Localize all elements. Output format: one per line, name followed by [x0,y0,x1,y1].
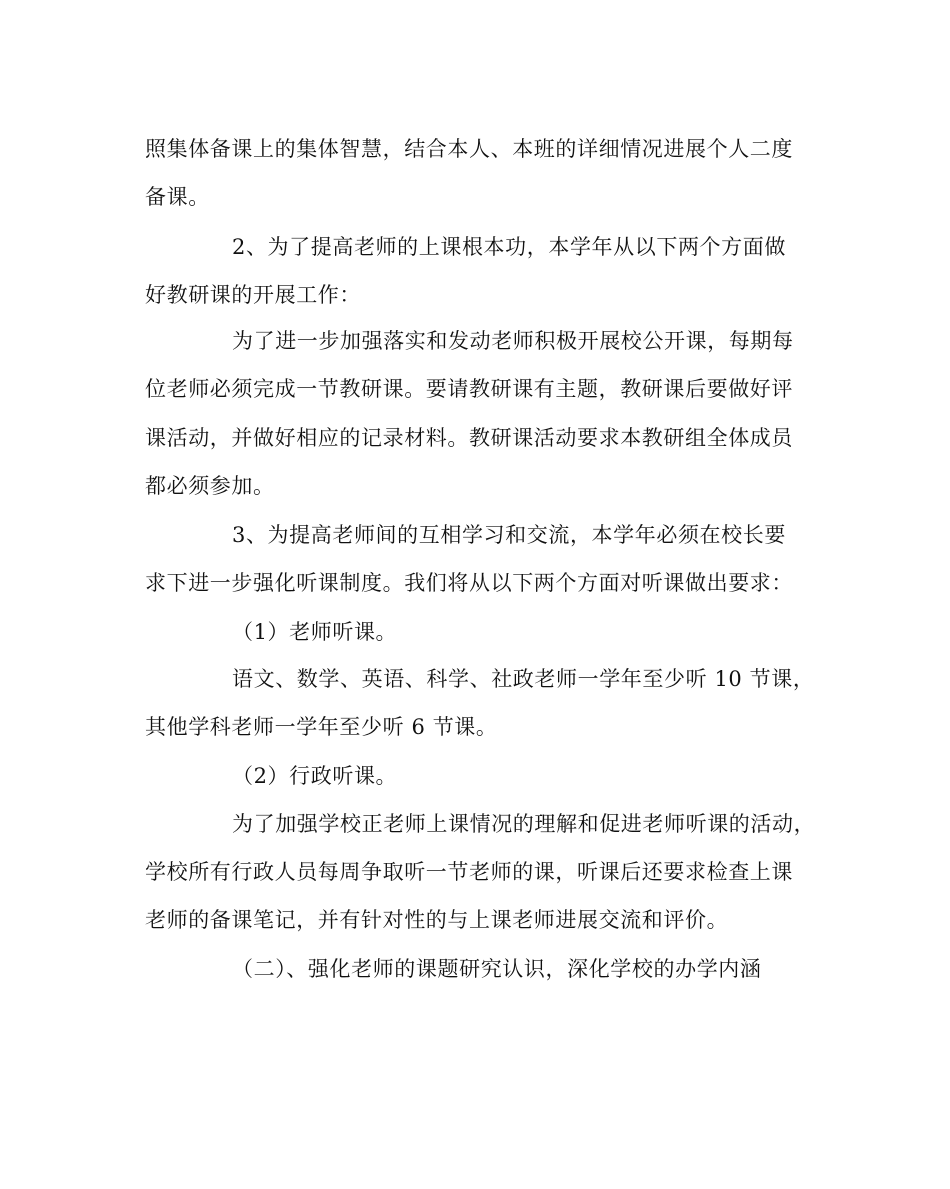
paragraph-line: 其他学科老师一学年至少听 6 节课。 [145,715,498,739]
paragraph-line: （2）行政听课。 [232,764,398,788]
paragraph-line: 照集体备课上的集体智慧，结合本人、本班的详细情况进展个人二度 [145,137,793,161]
paragraph-line: 课活动，并做好相应的记录材料。教研课活动要求本教研组全体成员 [145,426,793,450]
paragraph-line: 都必须参加。 [145,474,275,498]
paragraph-line: 学校所有行政人员每周争取听一节老师的课，听课后还要求检查上课 [145,860,793,884]
paragraph-line: 备课。 [145,185,210,209]
section-heading: （二）、强化老师的课题研究认识，深化学校的办学内涵 [232,957,762,981]
paragraph-line: 为了进一步加强落实和发动老师积极开展校公开课，每期每 [232,329,794,353]
paragraph-line: 2、为了提高老师的上课根本功，本学年从以下两个方面做 [232,235,786,259]
paragraph-line: 位老师必须完成一节教研课。要请教研课有主题，教研课后要做好评 [145,377,793,401]
paragraph-line: 好教研课的开展工作： [145,283,361,307]
paragraph-line: 3、为提高老师间的互相学习和交流，本学年必须在校长要 [232,523,786,547]
paragraph-line: 求下进一步强化听课制度。我们将从以下两个方面对听课做出要求： [145,571,793,595]
paragraph-line: 语文、数学、英语、科学、社政老师一学年至少听 10 节课， [232,667,815,691]
paragraph-line: 老师的备课笔记，并有针对性的与上课老师进展交流和评价。 [145,908,729,932]
paragraph-line: 为了加强学校正老师上课情况的理解和促进老师听课的活动， [232,812,816,836]
paragraph-line: （1）老师听课。 [232,620,398,644]
